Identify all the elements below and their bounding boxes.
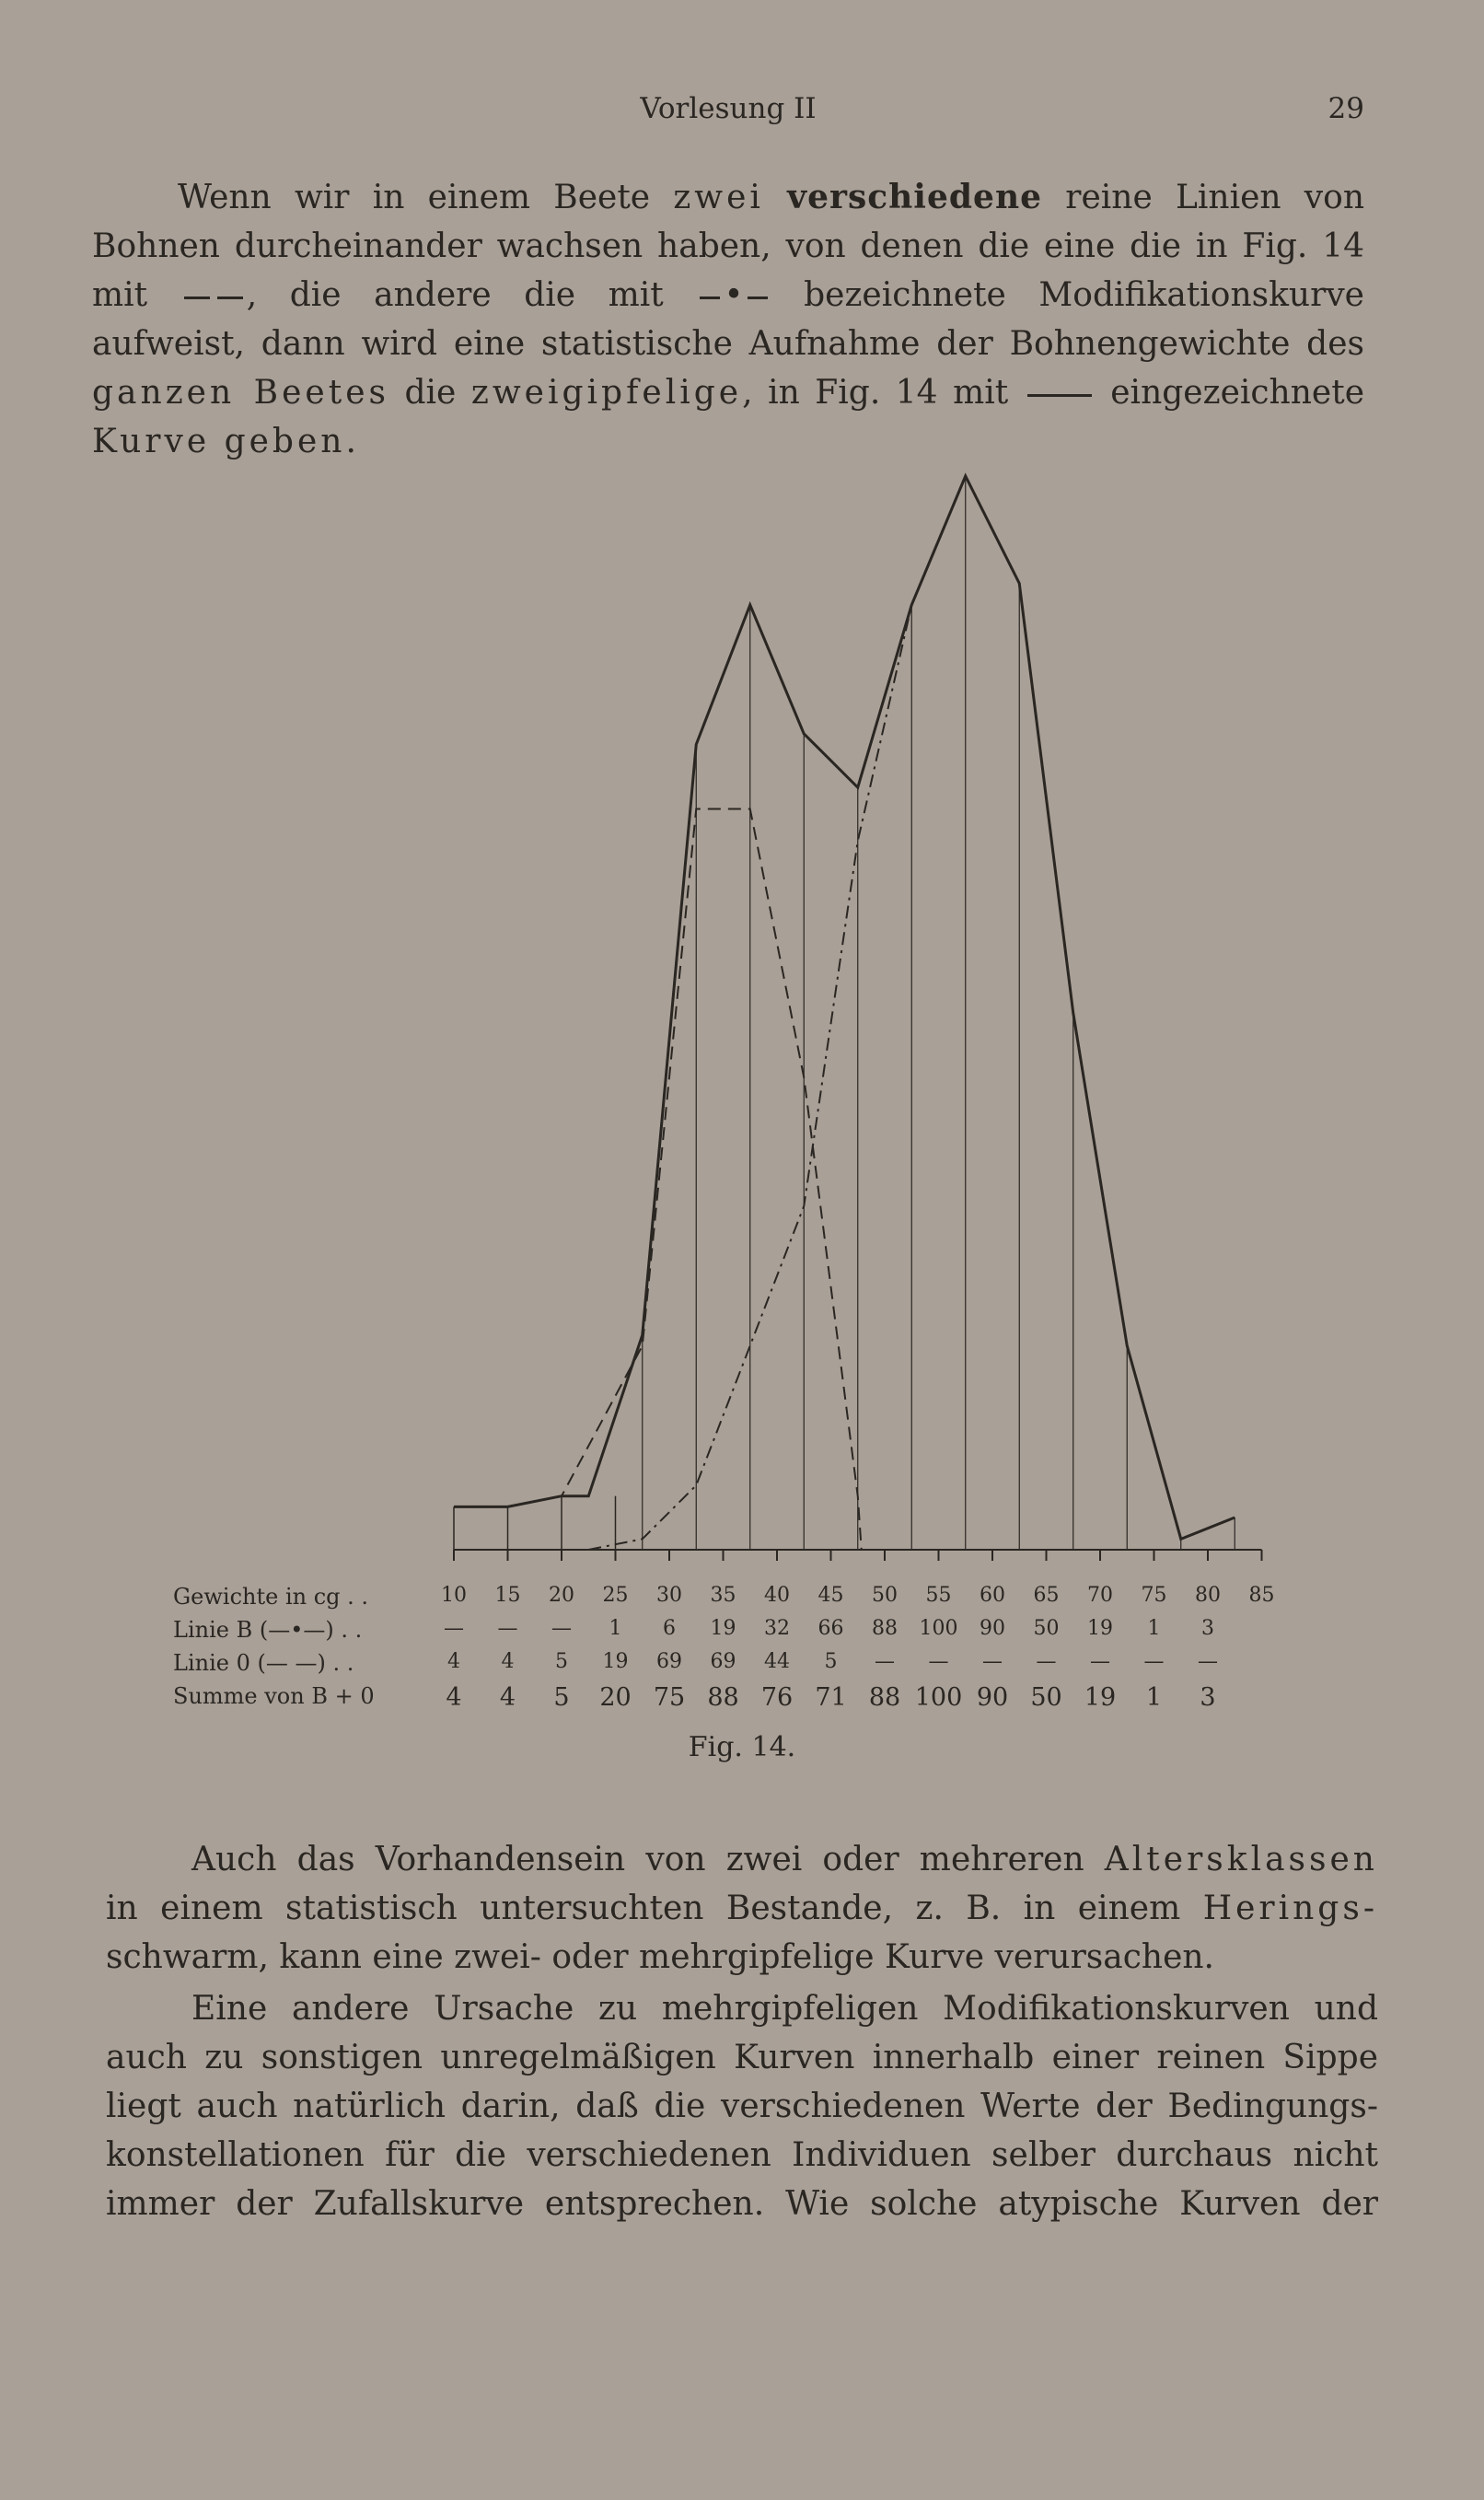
table-cell-summe: 20 (599, 1683, 632, 1712)
table-cell-summe: 75 (653, 1683, 686, 1712)
table-cell-linie_b: 19 (710, 1617, 736, 1640)
table-cell-linie_b: 32 (764, 1617, 790, 1640)
running-title: Vorlesung II (640, 92, 817, 125)
text-line: Kurve geben. (92, 423, 360, 460)
row-label-linie-0: Linie 0 (— —) . . (173, 1650, 354, 1676)
table-cell-linie_b: — (444, 1617, 464, 1640)
text-line: in einem statistisch untersuchten Bestande, z. B. in einem Herings- (106, 1890, 1378, 1927)
table-cell-linie_0: 4 (447, 1650, 460, 1673)
table-cell-summe: 88 (868, 1683, 901, 1712)
table-cell-weights: 60 (980, 1584, 1005, 1607)
dash-dot-symbol (700, 297, 720, 299)
table-cell-linie_0: 69 (710, 1650, 736, 1673)
text-line: ganzen Beetes die zweigipfelige, in Fig. 14 mit eingezeichnete (92, 374, 1364, 412)
table-cell-linie_b: — (551, 1617, 572, 1640)
table-cell-linie_0: — (1090, 1650, 1110, 1673)
dash-dot-symbol (748, 297, 768, 299)
table-cell-linie_b: 1 (1147, 1617, 1161, 1640)
table-cell-weights: 10 (441, 1584, 467, 1607)
row-linie-b (173, 1617, 1305, 1650)
table-cell-summe: 4 (446, 1683, 462, 1712)
text-line: aufweist, dann wird eine statistische Aufnahme der Bohnengewichte des (92, 325, 1364, 363)
series-summe-line (454, 476, 1235, 1539)
table-cell-summe: 71 (815, 1683, 847, 1712)
table-cell-weights: 85 (1248, 1584, 1275, 1607)
page-number: 29 (1327, 92, 1364, 125)
text-line: Eine andere Ursache zu mehrgipfeligen Modifikationskurven und (191, 1990, 1378, 2028)
table-cell-linie_b: 100 (919, 1617, 958, 1640)
paragraph-intro (92, 173, 1364, 466)
text-line: Bohnen durcheinander wachsen haben, von denen die eine die in Fig. 14 (92, 227, 1364, 265)
table-cell-weights: 75 (1141, 1584, 1167, 1607)
text-line: Auch das Vorhandensein von zwei oder mehreren Altersklassen (191, 1841, 1378, 1878)
table-cell-summe: 88 (707, 1683, 739, 1712)
table-cell-weights: 65 (1033, 1584, 1060, 1607)
table-cell-weights: 40 (764, 1584, 790, 1607)
table-cell-linie_b: — (497, 1617, 518, 1640)
table-cell-summe: 5 (553, 1683, 570, 1712)
row-linie-0 (173, 1650, 1305, 1683)
table-cell-summe: 4 (499, 1683, 516, 1712)
table-cell-summe: 3 (1200, 1683, 1216, 1712)
table-cell-linie_b: 3 (1201, 1617, 1214, 1640)
table-cell-summe: 50 (1030, 1683, 1062, 1712)
data-table (173, 1584, 1305, 1720)
table-cell-linie_0: — (1198, 1650, 1218, 1673)
table-cell-linie_0: 44 (764, 1650, 790, 1673)
table-cell-weights: 70 (1087, 1584, 1113, 1607)
solid-line-symbol (1027, 394, 1092, 397)
table-cell-linie_b: 19 (1087, 1617, 1113, 1640)
dash-symbol (217, 297, 243, 299)
table-cell-linie_0: 5 (555, 1650, 568, 1673)
row-summe (173, 1683, 1305, 1720)
row-label-summe: Summe von B + 0 (173, 1683, 375, 1709)
table-cell-weights: 35 (710, 1584, 736, 1607)
text-line: mit , die andere die mit • bezeichnete Modifikationskurve (92, 276, 1364, 314)
curve-plot (0, 442, 1484, 1611)
table-cell-weights: 20 (549, 1584, 574, 1607)
row-label-weights: Gewichte in cg . . (173, 1584, 369, 1610)
table-cell-weights: 30 (656, 1584, 682, 1607)
row-label-linie-b: Linie B (—•—) . . (173, 1617, 363, 1643)
table-cell-linie_b: 90 (980, 1617, 1005, 1640)
text-line: auch zu sonstigen unregelmäßigen Kurven innerhalb einer reinen Sippe (106, 2039, 1378, 2076)
paragraph-ursache (106, 1984, 1378, 2228)
figure-caption: Fig. 14. (688, 1731, 796, 1763)
table-cell-summe: 100 (914, 1683, 963, 1712)
table-cell-weights: 50 (872, 1584, 898, 1607)
table-cell-linie_b: 50 (1033, 1617, 1060, 1640)
table-cell-linie_0: 4 (501, 1650, 515, 1673)
paragraph-altersklassen (106, 1835, 1378, 1982)
page-header (92, 92, 1364, 138)
table-cell-summe: 19 (1084, 1683, 1117, 1712)
text-line: liegt auch natürlich darin, daß die verschiedenen Werte der Bedingungs- (106, 2087, 1378, 2125)
text-line: schwarm, kann eine zwei- oder mehrgipfelige Kurve verursachen. (106, 1938, 1214, 1976)
row-weights (173, 1584, 1305, 1617)
table-cell-linie_b: 1 (609, 1617, 622, 1640)
text-line: Wenn wir in einem Beete zwei verschiedene reine Linien von (178, 178, 1365, 216)
table-cell-weights: 25 (602, 1584, 629, 1607)
table-cell-summe: 76 (760, 1683, 794, 1712)
table-cell-linie_0: — (982, 1650, 1003, 1673)
table-cell-linie_b: 6 (663, 1617, 676, 1640)
text-line: konstellationen für die verschiedenen Individuen selber durchaus nicht (106, 2136, 1378, 2174)
table-cell-linie_b: 66 (817, 1617, 844, 1640)
dash-symbol (184, 297, 210, 299)
table-cell-linie_0: — (1143, 1650, 1165, 1673)
table-cell-linie_0: — (875, 1650, 895, 1673)
table-cell-linie_0: — (928, 1650, 949, 1673)
table-cell-linie_b: 88 (872, 1617, 898, 1640)
table-cell-linie_0: 19 (602, 1650, 629, 1673)
table-cell-summe: 1 (1145, 1683, 1163, 1712)
table-cell-summe: 90 (976, 1683, 1009, 1712)
table-cell-linie_0: 69 (656, 1650, 682, 1673)
table-cell-weights: 15 (494, 1584, 521, 1607)
fig14-chart (0, 442, 1484, 1611)
table-cell-weights: 45 (817, 1584, 844, 1607)
table-cell-linie_0: — (1036, 1650, 1057, 1673)
table-cell-weights: 55 (925, 1584, 952, 1607)
table-cell-weights: 80 (1195, 1584, 1221, 1607)
text-line: immer der Zufallskurve entsprechen. Wie solche atypische Kurven der (106, 2185, 1378, 2223)
table-cell-linie_0: 5 (824, 1650, 838, 1673)
